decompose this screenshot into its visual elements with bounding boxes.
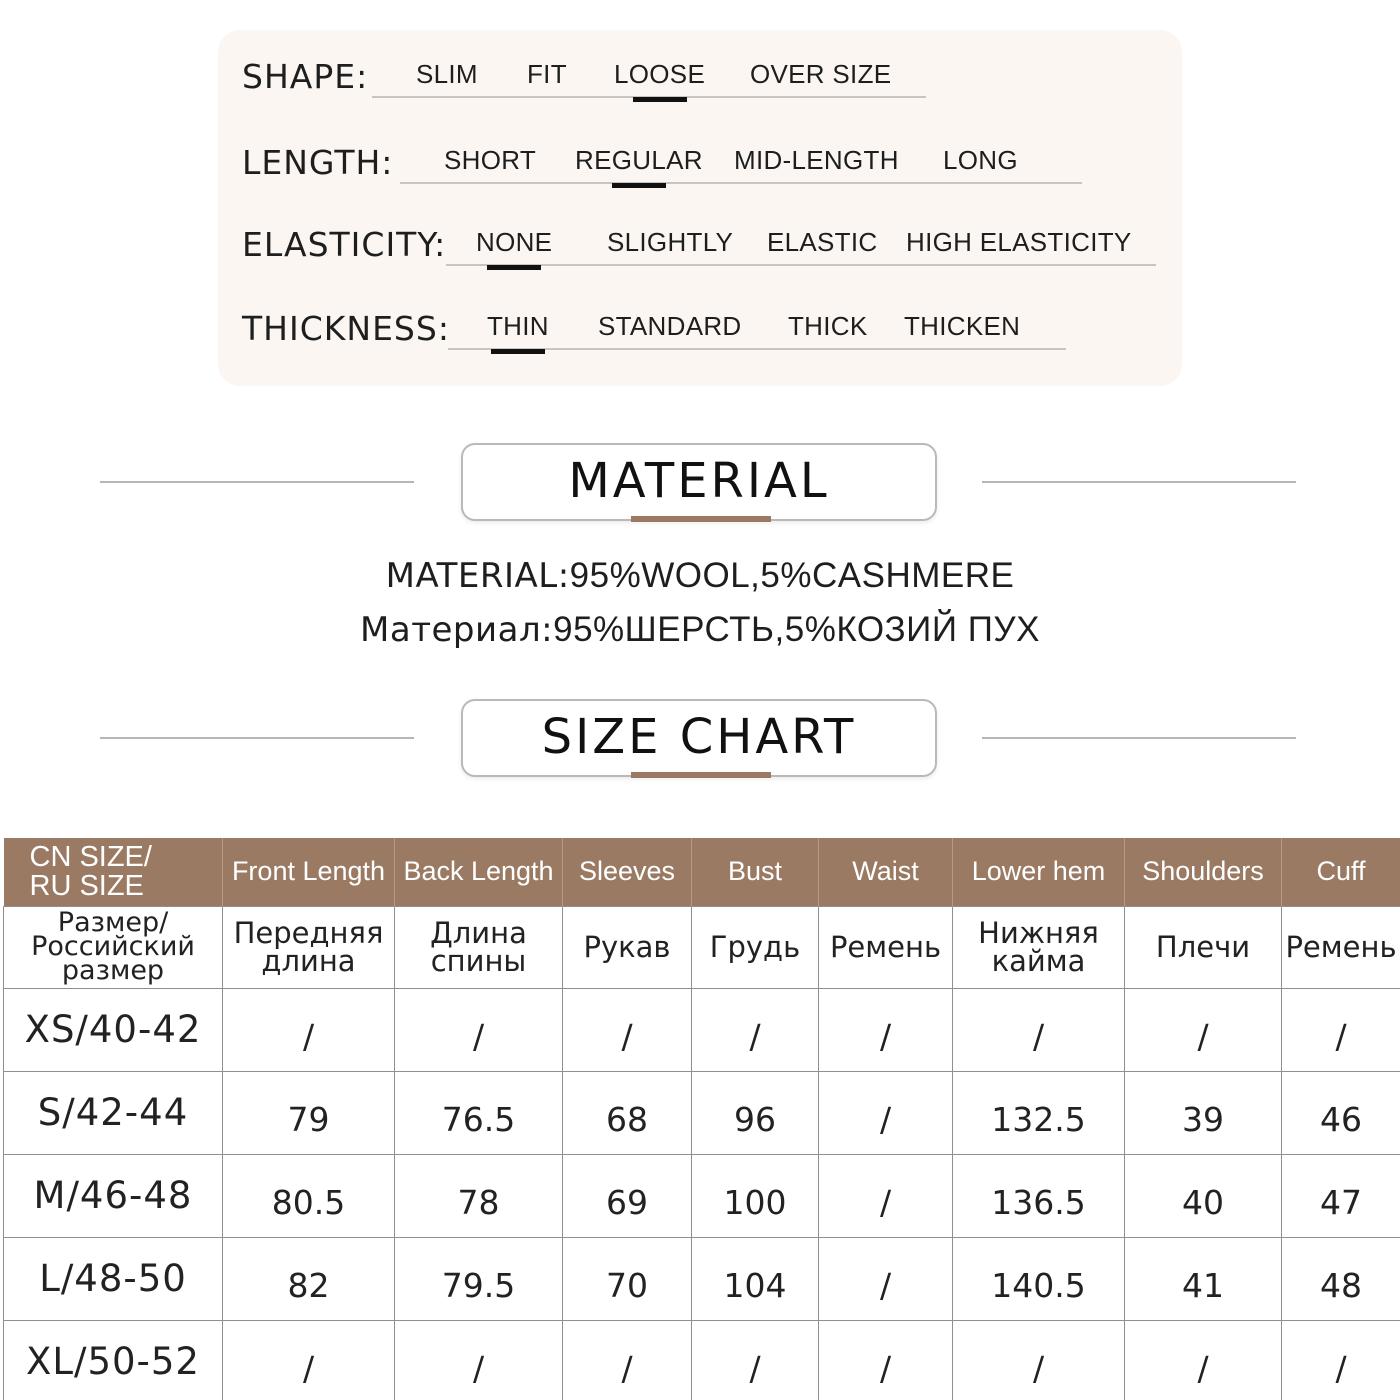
measurement-cell: / [953,988,1125,1071]
header-cell: Waist [819,838,953,906]
table-row [4,1320,1400,1400]
attr-option: SHORT [444,145,537,175]
attr-option: SLIGHTLY [607,227,734,257]
measurement-cell: / [1282,1320,1400,1400]
measurement-cell: / [819,988,953,1071]
material-heading [461,443,937,521]
ru-header-cell: Плечи [1125,906,1282,988]
measurement-cell: 68 [563,1071,692,1154]
divider-right [982,481,1296,483]
table-row [4,988,1400,1071]
attr-underline [400,182,1082,184]
divider-left [100,481,414,483]
ru-header-cell: Грудь [692,906,819,988]
measurement-cell: / [819,1237,953,1320]
header-cell: Cuff [1282,838,1400,906]
size-cell: S/42-44 [4,1071,223,1154]
header-cell: Lower hem [953,838,1125,906]
measurement-cell: / [1125,988,1282,1071]
attr-row-thickness [218,304,1182,364]
measurement-cell: 136.5 [953,1154,1125,1237]
table-ru-header-row [4,906,1400,988]
attr-row-elasticity [218,220,1182,280]
size-chart-heading [461,699,937,777]
attr-option: THICK [788,311,868,341]
measurement-cell: 79.5 [395,1237,563,1320]
attr-label: THICKNESS: [242,309,450,348]
measurement-cell: / [563,1320,692,1400]
table-row [4,1071,1400,1154]
table-row [4,1154,1400,1237]
table-row [4,1237,1400,1320]
attr-label: ELASTICITY: [242,225,447,264]
measurement-cell: 104 [692,1237,819,1320]
measurement-cell: / [692,1320,819,1400]
measurement-cell: 46 [1282,1071,1400,1154]
measurement-cell: 100 [692,1154,819,1237]
measurement-cell: / [819,1154,953,1237]
header-cell: Sleeves [563,838,692,906]
header-size [4,838,223,906]
measurement-cell: 69 [563,1154,692,1237]
measurement-cell: 76.5 [395,1071,563,1154]
header-cell: Front Length [223,838,395,906]
measurement-cell: 39 [1125,1071,1282,1154]
measurement-cell: / [819,1071,953,1154]
header-size-line1: CN SIZE/ [29,840,152,873]
material-en [0,556,1400,596]
size-cell: L/48-50 [4,1237,223,1320]
ru-header-cell: Ремень [819,906,953,988]
measurement-cell: / [223,1320,395,1400]
measurement-cell: / [563,988,692,1071]
section-title: MATERIAL [568,453,830,509]
attr-option-selected: REGULAR [575,145,703,175]
measurement-cell: 132.5 [953,1071,1125,1154]
attr-option-selected: THIN [487,311,549,341]
measurement-cell: 82 [223,1237,395,1320]
attr-option: ELASTIC [767,227,878,257]
ru-header-cell: Длина спины [395,906,563,988]
measurement-cell: / [692,988,819,1071]
material-en-label: MATERIAL: [385,556,570,596]
attr-option: OVER SIZE [750,59,892,89]
measurement-cell: 96 [692,1071,819,1154]
measurement-cell: / [819,1320,953,1400]
size-cell: XS/40-42 [4,988,223,1071]
measurement-cell: 140.5 [953,1237,1125,1320]
attr-row-shape [218,52,1182,112]
attributes-panel [218,30,1182,386]
ru-header-cell: Размер/ Российский размер [4,906,223,988]
attr-option-selected: NONE [476,227,553,257]
table-header-row [4,838,1400,906]
section-title: SIZE CHART [541,709,857,765]
measurement-cell: 48 [1282,1237,1400,1320]
header-cell: Bust [692,838,819,906]
attr-option: MID-LENGTH [734,145,899,175]
header-cell: Back Length [395,838,563,906]
attr-option: HIGH ELASTICITY [906,227,1132,257]
attr-option: FIT [527,59,567,89]
material-ru [0,610,1400,650]
divider-left [100,737,414,739]
attr-label: SHAPE: [242,57,369,96]
material-en-value: 95%WOOL,5%CASHMERE [569,556,1015,595]
size-cell: M/46-48 [4,1154,223,1237]
attr-option-selected: LOOSE [614,59,706,89]
measurement-cell: 78 [395,1154,563,1237]
attr-underline [446,264,1156,266]
measurement-cell: 47 [1282,1154,1400,1237]
material-ru-value: 95%ШЕРСТЬ,5%КОЗИЙ ПУХ [553,610,1040,649]
ru-header-cell: Ремень [1282,906,1400,988]
divider-right [982,737,1296,739]
section-accent-bar [631,516,771,522]
measurement-cell: / [1125,1320,1282,1400]
measurement-cell: / [1282,988,1400,1071]
size-table [3,838,1400,1400]
attr-option: LONG [943,145,1018,175]
attr-option: THICKEN [904,311,1021,341]
measurement-cell: 80.5 [223,1154,395,1237]
header-size-line2: RU SIZE [29,869,144,902]
size-cell: XL/50-52 [4,1320,223,1400]
measurement-cell: 40 [1125,1154,1282,1237]
ru-header-cell: Рукав [563,906,692,988]
attr-option: SLIM [416,59,478,89]
measurement-cell: / [395,1320,563,1400]
measurement-cell: 41 [1125,1237,1282,1320]
ru-header-cell: Нижняя кайма [953,906,1125,988]
section-accent-bar [631,772,771,778]
measurement-cell: 70 [563,1237,692,1320]
measurement-cell: / [953,1320,1125,1400]
header-cell: Shoulders [1125,838,1282,906]
measurement-cell: / [223,988,395,1071]
attr-label: LENGTH: [242,143,394,182]
measurement-cell: 79 [223,1071,395,1154]
ru-header-cell: Передняя длина [223,906,395,988]
attr-option: STANDARD [598,311,742,341]
attr-row-length [218,138,1182,198]
measurement-cell: / [395,988,563,1071]
material-ru-label: Материал: [360,610,554,650]
